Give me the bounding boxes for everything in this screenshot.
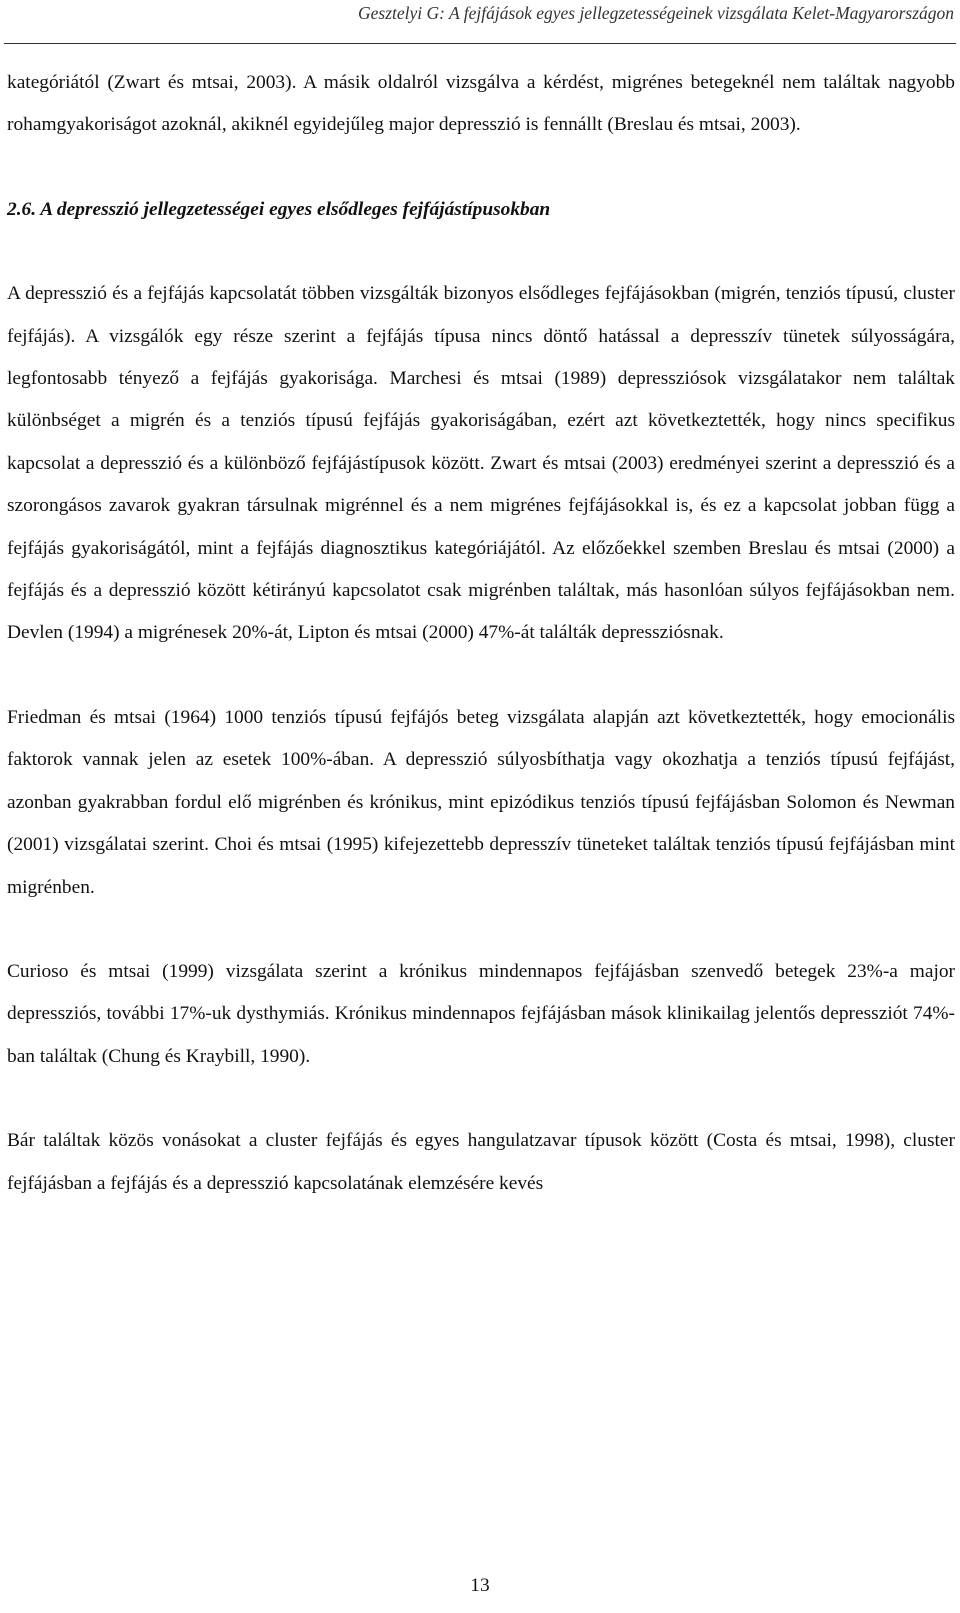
paragraph-gap	[7, 147, 955, 189]
paragraph-gap	[7, 909, 955, 951]
paragraph-4: Bár találtak közös vonásokat a cluster fejfájás és egyes hangulatzavar típusok között (Costa és mtsai, 1998), cluster fejfájásban a fejfájás és a depresszió kapcsolatának elemzésére kevés	[7, 1130, 955, 1194]
paragraph-2: Friedman és mtsai (1964) 1000 tenziós típusú fejfájós beteg vizsgálata alapján azt következtették, hogy emocionális faktorok vannak jelen az esetek 100%-ában. A depresszió súlyosbíthatja vagy okozhatja a tenziós típusú fejfájást, azonban gyakrabban fordul elő migrénben és krónikus, mint epizódikus tenziós típusú fejfájásban Solomon és Newman (2001) vizsgálatai szerint. Choi és mtsai (1995) kifejezettebb depresszív tüneteket találtak tenziós típusú fejfájásban mint migrénben.	[7, 706, 955, 898]
paragraph-3: Curioso és mtsai (1999) vizsgálata szerint a krónikus mindennapos fejfájásban szenvedő betegek 23%-a major depressziós, további 17%-uk dysthymiás. Krónikus mindennapos fejfájásban mások klinikailag jelentős depressziót 74%-ban találtak (Chung és Kraybill, 1990).	[7, 960, 955, 1067]
paragraph-gap	[7, 1078, 955, 1120]
section-heading: 2.6. A depresszió jellegzetességei egyes elsődleges fejfájástípusokban	[7, 198, 551, 220]
paragraph-gap	[7, 655, 955, 697]
page-body	[7, 62, 955, 1205]
page-number: 13	[470, 1575, 490, 1596]
running-title: Gesztelyi G: A fejfájások egyes jellegzetességeinek vizsgálata Kelet-Magyarországon	[358, 3, 954, 23]
paragraph-gap	[7, 231, 955, 273]
header-divider	[4, 43, 956, 44]
paragraph-continuation: kategóriától (Zwart és mtsai, 2003). A másik oldalról vizsgálva a kérdést, migrénes betegeknél nem találtak nagyobb rohamgyakoriságot azoknál, akiknél egyidejűleg major depresszió is fennállt (Breslau és mtsai, 2003).	[7, 72, 955, 136]
paragraph-1: A depresszió és a fejfájás kapcsolatát többen vizsgálták bizonyos elsődleges fejfájásokban (migrén, tenziós típusú, cluster fejfájás). A vizsgálók egy része szerint a fejfájás típusa nincs döntő hatással a depresszív tünetek súlyosságára, legfontosabb tényező a fejfájás gyakorisága. Marchesi és mtsai (1989) depressziósok vizsgálatakor nem találtak különbséget a migrén és a tenziós típusú fejfájás gyakoriságában, ezért azt következtették, hogy nincs specifikus kapcsolat a depresszió és a különböző fejfájástípusok között. Zwart és mtsai (2003) eredményei szerint a depresszió és a szorongásos zavarok gyakran társulnak migrénnel és a nem migrénes fejfájásokkal is, és ez a kapcsolat jobban függ a fejfájás gyakoriságától, mint a fejfájás diagnosztikus kategóriájától. Az előzőekkel szemben Breslau és mtsai (2000) a fejfájás és a depresszió között kétirányú kapcsolatot csak migrénben találtak, más hasonlóan súlyos fejfájásokban nem. Devlen (1994) a migrénesek 20%-át, Lipton és mtsai (2000) 47%-át találták depressziósnak.	[7, 283, 955, 644]
running-header	[0, 0, 960, 44]
